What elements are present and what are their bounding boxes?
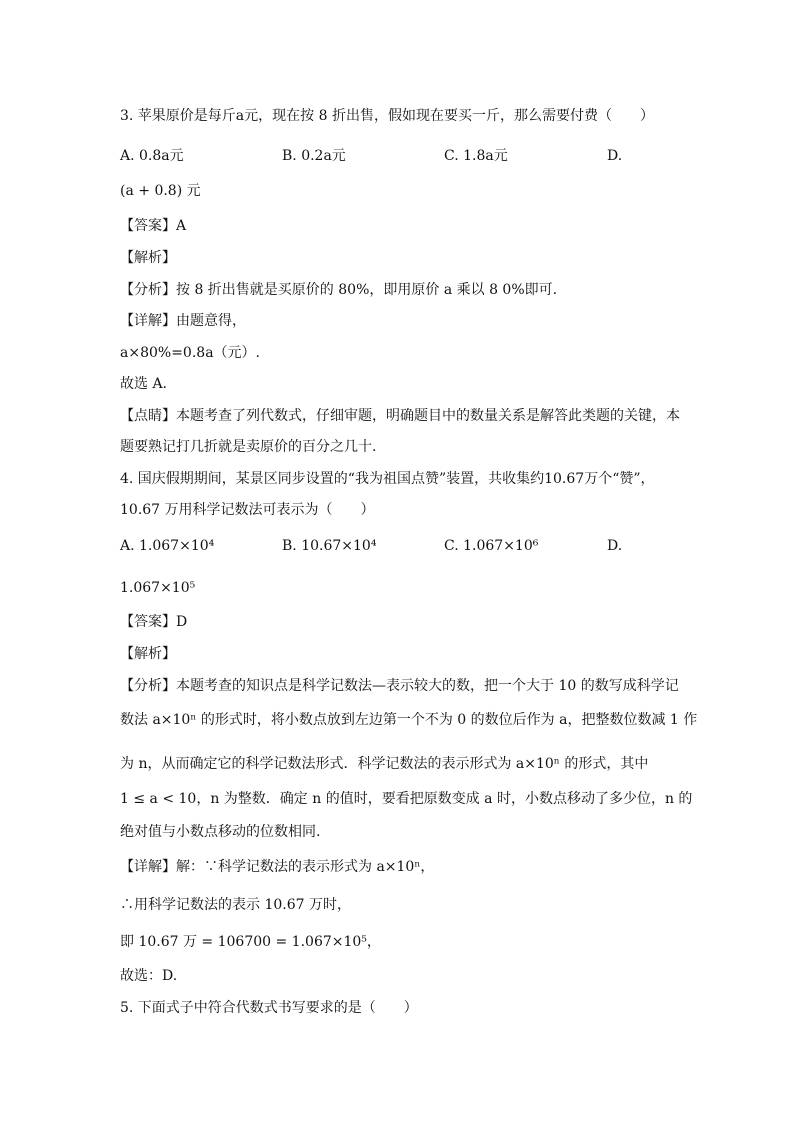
q3-analysis-title: 【解析】 bbox=[120, 250, 176, 266]
q3-option-d-content: (a + 0.8) 元 bbox=[120, 183, 201, 199]
q4-option-c: C. 1.067×10⁶ bbox=[444, 538, 539, 554]
q4-stem-1: 4. 国庆假期期间，某景区同步设置的“我为祖国点赞”装置，共收集约10.67万个“赞”， bbox=[120, 471, 655, 487]
q3-option-d: D. bbox=[607, 148, 623, 164]
q4-fenxi-3: 为 n，从而确定它的科学记数法形式．科学记数法的表示形式为 a×10ⁿ 的形式，其中 bbox=[120, 756, 649, 772]
q3-option-a: A. 0.8a元 bbox=[120, 148, 184, 164]
q4-option-d-content: 1.067×10⁵ bbox=[120, 580, 196, 596]
q3-stem: 3. 苹果原价是每斤a元，现在按 8 折出售，假如现在要买一斤，那么需要付费（ ） bbox=[120, 108, 654, 124]
q4-fenxi-2: 数法 a×10ⁿ 的形式时，将小数点放到左边第一个不为 0 的数位后作为 a，把整数位数减 1 作 bbox=[120, 712, 698, 728]
q4-option-d: D. bbox=[607, 538, 623, 554]
q4-xiangjie-3: 即 10.67 万 = 106700 = 1.067×10⁵， bbox=[120, 934, 381, 950]
q5-stem: 5. 下面式子中符合代数式书写要求的是（ ） bbox=[120, 1000, 418, 1016]
q3-choose: 故选 A. bbox=[120, 376, 168, 392]
q4-fenxi-4: 1 ≤ a < 10，n 为整数．确定 n 的值时，要看把原数变成 a 时，小数点移动了多少位，n 的 bbox=[120, 791, 693, 807]
q3-xiangjie-2: a×80%=0.8a（元）. bbox=[120, 345, 260, 361]
q4-option-b: B. 10.67×10⁴ bbox=[282, 538, 377, 554]
q3-xiangjie-1: 【详解】由题意得， bbox=[120, 313, 246, 329]
q3-fenxi: 【分析】按 8 折出售就是买原价的 80%，即用原价 a 乘以 8 0%即可. bbox=[120, 282, 558, 298]
q3-option-b: B. 0.2a元 bbox=[282, 148, 346, 164]
q3-dianjing-2: 题要熟记打几折就是卖原价的百分之几十. bbox=[120, 439, 377, 455]
q4-xiangjie-1: 【详解】解：∵科学记数法的表示形式为 a×10ⁿ， bbox=[120, 859, 435, 875]
q3-dianjing-1: 【点睛】本题考查了列代数式，仔细审题，明确题目中的数量关系是解答此类题的关键，本 bbox=[120, 408, 680, 424]
q4-stem-2: 10.67 万用科学记数法可表示为（ ） bbox=[120, 502, 375, 518]
q4-analysis-title: 【解析】 bbox=[120, 646, 176, 662]
q4-choose: 故选：D. bbox=[120, 968, 178, 984]
q3-option-c: C. 1.8a元 bbox=[444, 148, 508, 164]
q4-answer: 【答案】D bbox=[120, 614, 188, 630]
q3-answer: 【答案】A bbox=[120, 218, 187, 234]
q4-fenxi-1: 【分析】本题考查的知识点是科学记数法—表示较大的数，把一个大于 10 的数写成科学记 bbox=[120, 678, 679, 694]
q4-xiangjie-2: ∴用科学记数法的表示 10.67 万时， bbox=[120, 897, 351, 913]
q4-option-a: A. 1.067×10⁴ bbox=[120, 538, 215, 554]
q4-fenxi-5: 绝对值与小数点移动的位数相同. bbox=[120, 824, 321, 840]
